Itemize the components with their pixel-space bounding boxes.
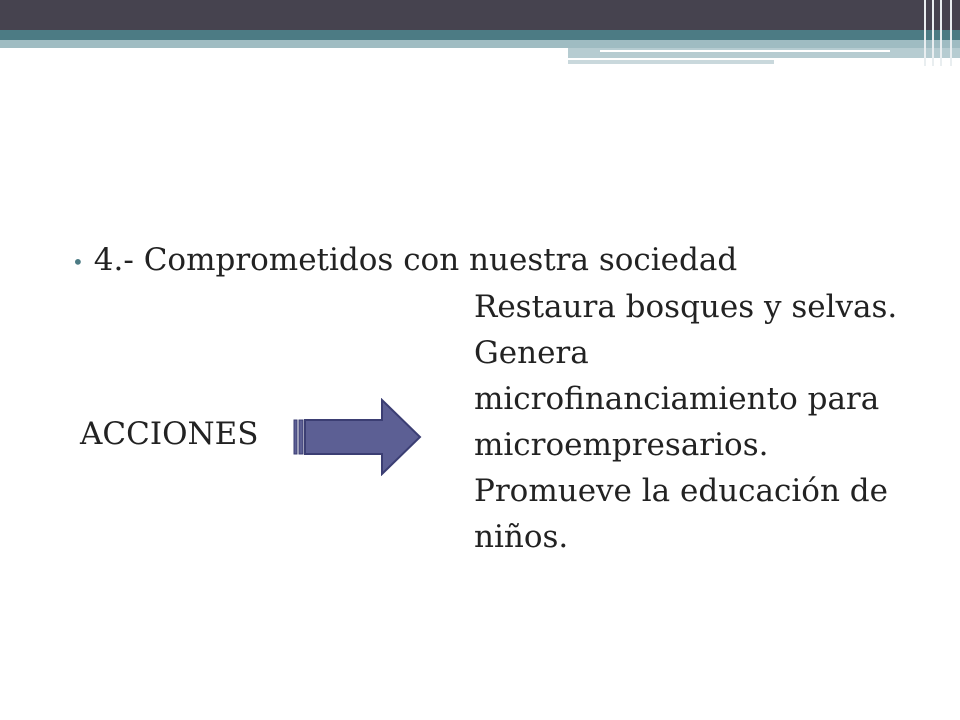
- bullet-text: 4.- Comprometidos con nuestra sociedad: [93, 242, 738, 278]
- acciones-label: ACCIONES: [80, 416, 259, 452]
- action-item-microfinance: Genera microfinanciamiento para microempresarios.: [474, 335, 880, 463]
- action-item-forests: Restaura bosques y selvas.: [474, 289, 898, 325]
- header-lower-line: [568, 60, 774, 64]
- right-arrow-icon: [292, 398, 424, 480]
- bullet-item: [72, 240, 737, 282]
- header-band-dark: [0, 0, 960, 30]
- header-corner-lines: [920, 0, 960, 66]
- actions-list: [474, 284, 914, 560]
- header-white-line: [600, 50, 890, 52]
- header-band-light: [0, 40, 960, 48]
- header-band-teal: [0, 30, 960, 40]
- bullet-dot-icon: •: [72, 249, 84, 274]
- action-item-education: Promueve la educación de niños.: [474, 473, 888, 555]
